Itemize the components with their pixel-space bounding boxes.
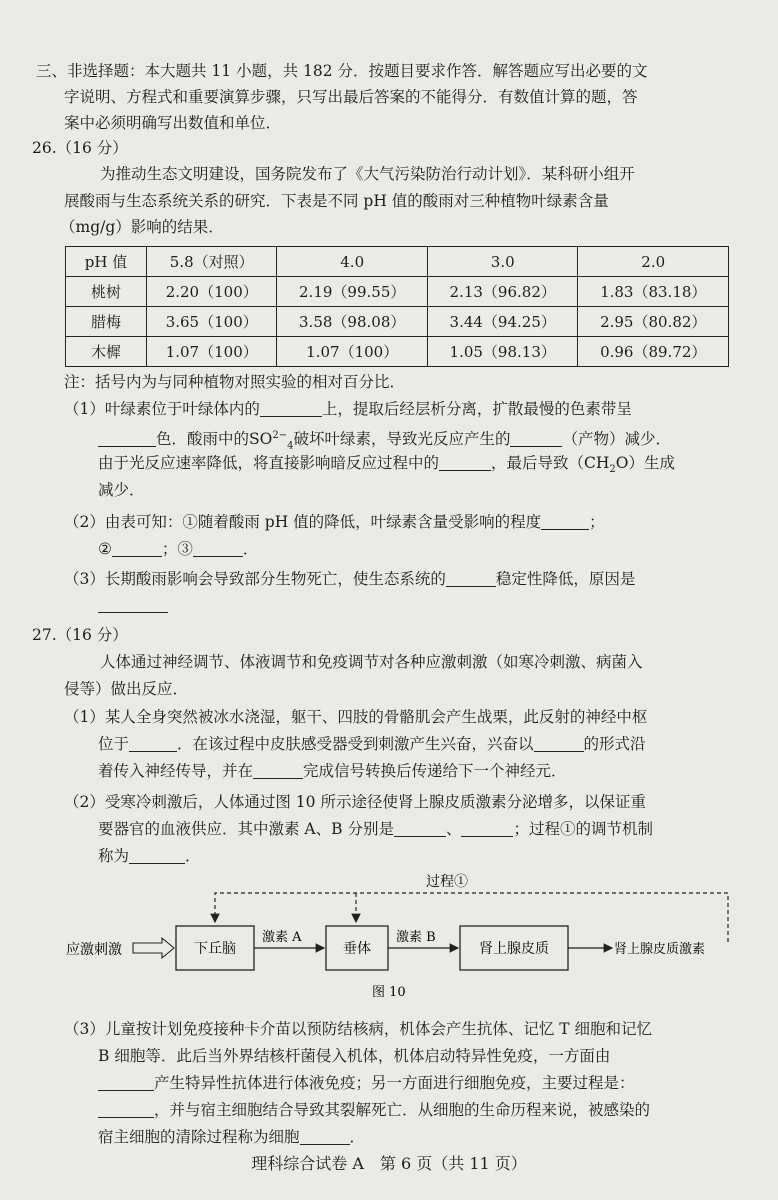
q27-part3-line5: 宿主细胞的清除过程称为细胞 ． [98, 1128, 366, 1146]
q26-intro-1: 为推动生态文明建设，国务院发布了《大气污染防治行动计划》．某科研小组开 [100, 165, 635, 183]
answer-blank[interactable] [446, 570, 496, 587]
q27-part3-line1: （3）儿童按计划免疫接种卡介苗以预防结核病，机体会产生抗体、记忆 T 细胞和记忆 [64, 1020, 653, 1038]
answer-blank[interactable] [98, 1074, 154, 1091]
table-cell: 3.58（98.08） [277, 307, 428, 337]
table-row [66, 277, 729, 307]
table-cell: 3.65（100） [147, 307, 277, 337]
answer-blank[interactable] [461, 820, 513, 837]
page-footer: 理科综合试卷 A 第 6 页（共 11 页） [251, 1154, 527, 1173]
table-header-cell: pH 值 [66, 247, 147, 277]
q27-part2-line3: 称为 ． [98, 847, 201, 865]
figure-caption: 图 10 [372, 985, 406, 1000]
hypothalamus-label: 下丘脑 [194, 941, 236, 957]
answer-blank[interactable] [394, 820, 446, 837]
table-note: 注：括号内为与同种植物对照实验的相对百分比． [64, 373, 406, 391]
q26-part2-line1: （2）由表可知：①随着酸雨 pH 值的降低，叶绿素含量受影响的程度 ； [64, 513, 605, 531]
answer-blank[interactable] [98, 430, 156, 447]
answer-blank[interactable] [534, 735, 584, 752]
q27-intro-2: 侵等）做出反应． [64, 680, 189, 698]
pituitary-label: 垂体 [343, 941, 371, 957]
q27-part2-line2: 要器官的血液供应．其中激素 A、B 分别是 、 ；过程①的调节机制 [98, 820, 653, 838]
chlorophyll-table [65, 246, 729, 367]
table-cell: 腊梅 [66, 307, 147, 337]
table-header-cell: 4.0 [277, 247, 428, 277]
table-header-row [66, 247, 729, 277]
table-cell: 木樨 [66, 337, 147, 367]
answer-blank[interactable] [129, 847, 185, 864]
q26-intro-2: 展酸雨与生态系统关系的研究．下表是不同 pH 值的酸雨对三种植物叶绿素含量 [64, 192, 609, 210]
q27-intro-1: 人体通过神经调节、体液调节和免疫调节对各种应激刺激（如寒冷刺激、病菌入 [100, 653, 643, 671]
hormone-a-label: 激素 A [262, 930, 302, 945]
q26-part1-line4: 减少． [98, 481, 145, 499]
hormone-b-label: 激素 B [396, 930, 436, 945]
table-cell: 桃树 [66, 277, 147, 307]
q26-number: 26.（16 分） [32, 139, 128, 157]
q26-part1-line2: 色．酸雨中的$SO^{2-}_4$破坏叶绿素，导致光反应产生的 （产物）减少． [98, 425, 671, 457]
table-cell: 1.07（100） [277, 337, 428, 367]
answer-blank[interactable] [439, 454, 491, 471]
answer-blank[interactable] [129, 735, 177, 752]
q26-part1-line3: 由于光反应速率降低，将直接影响暗反应过程中的 ，最后导致$(CH_2O)$生成 [98, 454, 675, 476]
answer-blank[interactable] [510, 430, 562, 447]
q26-part1-line1: （1）叶绿素位于叶绿体内的 上，提取后经层析分离，扩散最慢的色素带呈 [64, 400, 632, 418]
q27-part1-line3: 着传入神经传导，并在 完成信号转换后传递给下一个神经元． [98, 762, 567, 780]
answer-blank[interactable] [541, 513, 589, 530]
section-header-line3: 案中必须明确写出数值和单位． [64, 114, 282, 132]
q27-part2-line1: （2）受寒冷刺激后，人体通过图 10 所示途径使肾上腺皮质激素分泌增多，以保证重 [64, 793, 646, 811]
table-header-cell: 5.8（对照） [147, 247, 277, 277]
table-header-cell: 2.0 [578, 247, 729, 277]
table-cell: 2.19（99.55） [277, 277, 428, 307]
figure-10-diagram [0, 868, 778, 1008]
q26-part3-line2 [98, 594, 168, 616]
q27-part1-line1: （1）某人全身突然被冰水浇湿，躯干、四肢的骨骼肌会产生战栗，此反射的神经中枢 [64, 708, 648, 726]
q26-intro-3: （mg/g）影响的结果． [60, 218, 224, 236]
section-header-line2: 字说明、方程式和重要演算步骤，只写出最后答案的不能得分．有数值计算的题，答 [64, 88, 638, 106]
answer-blank[interactable] [98, 596, 168, 613]
q26-part3-line1: （3）长期酸雨影响会导致部分生物死亡，使生态系统的 稳定性降低，原因是 [64, 570, 636, 588]
q27-part3-line2: B 细胞等．此后当外界结核杆菌侵入机体，机体启动特异性免疫，一方面由 [98, 1047, 611, 1065]
table-cell: 0.96（89.72） [578, 337, 729, 367]
table-cell: 1.83（83.18） [578, 277, 729, 307]
table-cell: 3.44（94.25） [427, 307, 578, 337]
answer-blank[interactable] [253, 762, 303, 779]
q27-part1-line2: 位于 ．在该过程中皮肤感受器受到刺激产生兴奋，兴奋以 的形式沿 [98, 735, 646, 753]
stimulus-label: 应激刺激 [66, 942, 122, 958]
answer-blank[interactable] [193, 540, 243, 557]
table-cell: 2.20（100） [147, 277, 277, 307]
q27-number: 27.（16 分） [32, 626, 128, 644]
table-cell: 2.13（96.82） [427, 277, 578, 307]
table-cell: 1.05（98.13） [427, 337, 578, 367]
hollow-arrow-icon [133, 938, 174, 958]
answer-blank[interactable] [300, 1128, 350, 1145]
section-header-line1: 三、非选择题：本大题共 11 小题，共 182 分．按题目要求作答．解答题应写出必要的文 [36, 62, 648, 80]
table-cell: 2.95（80.82） [578, 307, 729, 337]
answer-blank[interactable] [112, 540, 162, 557]
q27-part3-line4: ，并与宿主细胞结合导致其裂解死亡．从细胞的生命历程来说，被感染的 [98, 1099, 650, 1121]
answer-blank[interactable] [98, 1101, 154, 1118]
table-header-cell: 3.0 [427, 247, 578, 277]
q27-part3-line3: 产生特异性抗体进行体液免疫；另一方面进行细胞免疫，主要过程是： [98, 1072, 635, 1094]
output-hormone-label: 肾上腺皮质激素 [614, 942, 706, 957]
table-row [66, 307, 729, 337]
answer-blank[interactable] [260, 400, 322, 417]
table-row [66, 337, 729, 367]
table-cell: 1.07（100） [147, 337, 277, 367]
adrenal-cortex-label: 肾上腺皮质 [479, 941, 549, 957]
q26-part2-line2: ② ；③ ． [98, 540, 259, 558]
process-1-label: 过程① [426, 874, 468, 890]
